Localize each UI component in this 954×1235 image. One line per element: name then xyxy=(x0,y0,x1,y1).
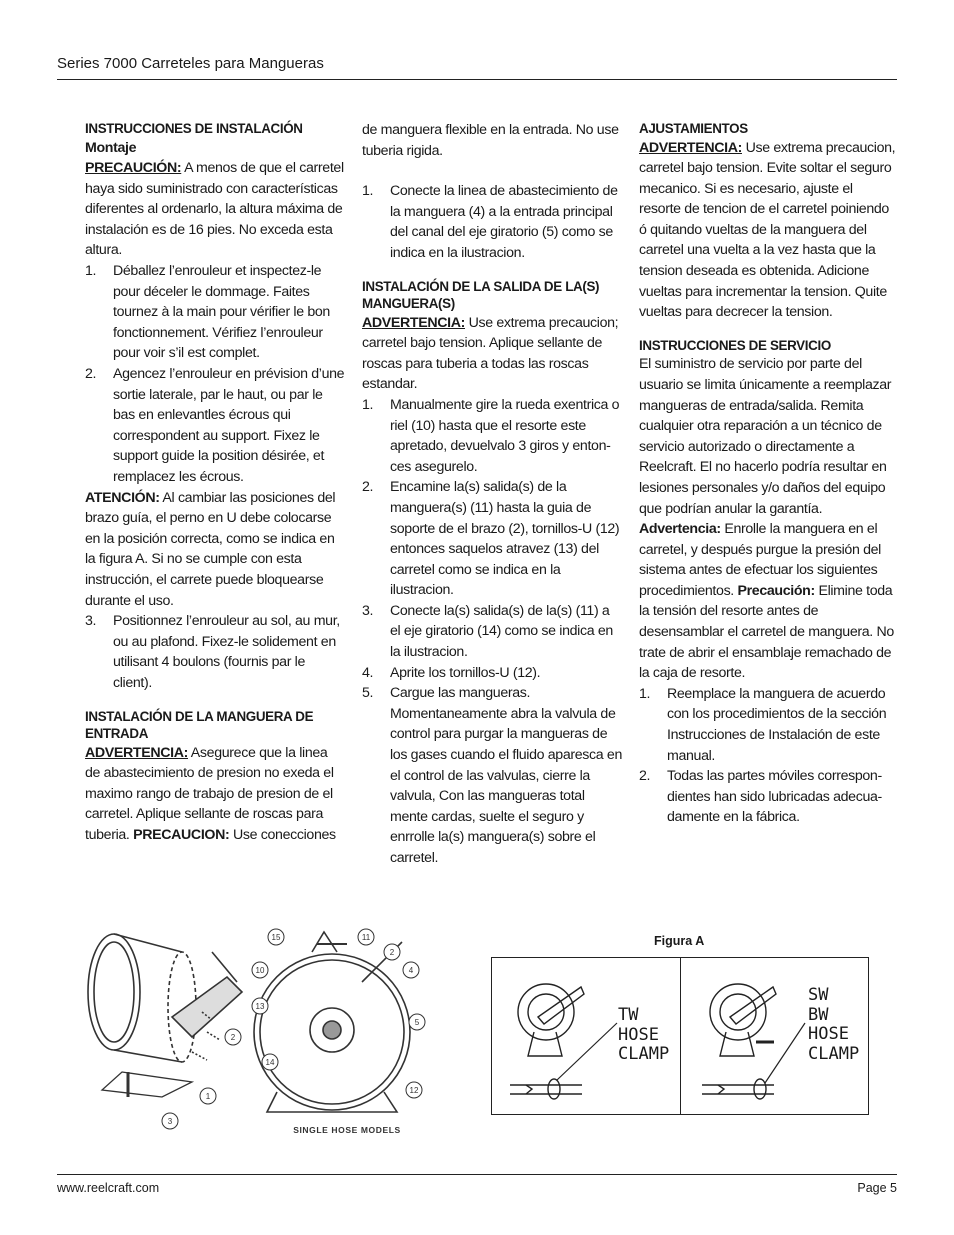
callout-3: 3 xyxy=(167,1117,173,1126)
list-number: 1. xyxy=(362,396,374,413)
list-number: 2. xyxy=(639,768,651,785)
list-item xyxy=(362,601,622,663)
list-number: 5. xyxy=(362,685,374,702)
warning-paragraph xyxy=(85,743,345,846)
caution-text: A menos de que el carretel haya sido suministrado con características diferentes al ordenarlo, la altura máxima de instalación es de 16 pies. No exceda esta altura. xyxy=(85,160,344,259)
callout-15: 15 xyxy=(271,933,281,942)
label-line: BW xyxy=(808,1004,829,1025)
service-warning-paragraph xyxy=(639,519,897,684)
continued-text: de manguera flexible en la entrada. No use tuberia rigida. xyxy=(362,122,619,159)
attention-label: ATENCIÓN: xyxy=(85,489,160,506)
callout-14: 14 xyxy=(265,1058,275,1067)
list-number: 3. xyxy=(85,613,97,630)
label-line: HOSE xyxy=(808,1024,849,1044)
sw-bw-leader-line xyxy=(760,1013,810,1088)
callout-5: 5 xyxy=(414,1018,420,1027)
list-text: Todas las partes móviles correspondientes han sido lubricadas adecuadamente en la fábrica. xyxy=(667,768,883,826)
list-item xyxy=(362,683,622,868)
list-item xyxy=(639,766,897,828)
tw-hose-clamp-label xyxy=(618,1006,669,1065)
callout-1: 1 xyxy=(205,1092,211,1101)
list-text: Conecte la linea de abastecimiento de la manguera (4) a la entrada principal del canal del eje giratorio (5) como se indica en la ilustracion. xyxy=(390,183,618,261)
column-1 xyxy=(85,120,345,846)
figure-a-divider xyxy=(680,958,681,1114)
section-heading-installation: INSTRUCCIONES DE INSTALACIÓN xyxy=(85,121,303,136)
list-item xyxy=(85,364,345,488)
header-rule xyxy=(57,79,897,80)
list-number: 2. xyxy=(85,366,97,383)
section-heading-adjustments: AJUSTAMIENTOS xyxy=(639,121,748,136)
precaucion-label: PRECAUCION: xyxy=(133,826,230,843)
warning-text: Use extrema precaucion; carretel bajo tension. Aplique sellante de roscas para tuberia a todas las roscas estandar. xyxy=(362,314,619,393)
tw-leader-line xyxy=(552,1018,622,1088)
list-text: Positionnez l’enrouleur au sol, au mur, ou au plafond. Fixez-le solidement en utilisant 4 boulons (fournis par le client). xyxy=(113,613,340,691)
subheading-montaje: Montaje xyxy=(85,139,137,156)
warning-label: ADVERTENCIA: xyxy=(85,744,188,761)
prec-text: Elimine toda la tensión del resorte antes de desensamblar el carretel de manguera. No trate de abrir el ensamblaje remachado de la caja de resorte. xyxy=(639,582,894,682)
reel-illustration xyxy=(62,922,432,1142)
section-heading-service: INSTRUCCIONES DE SERVICIO xyxy=(639,337,831,353)
inlet-steps-list xyxy=(362,181,622,263)
illustration-caption: SINGLE HOSE MODELS xyxy=(293,1125,401,1135)
sw-bw-hose-clamp-label xyxy=(808,986,859,1064)
list-number: 1. xyxy=(85,263,97,280)
attention-paragraph xyxy=(85,488,345,612)
list-item xyxy=(85,261,345,364)
outlet-steps-list xyxy=(362,395,622,869)
warning-text: Asegurece que la linea de abastecimiento de presion no exeda el maximo rango de trabajo de presion de el carretel. Aplique sellante de roscas para tuberia. xyxy=(85,744,334,843)
callout-2: 2 xyxy=(389,948,395,957)
footer-rule xyxy=(57,1174,897,1175)
column-3 xyxy=(639,120,897,828)
figure-a-title: Figura A xyxy=(654,934,705,948)
precaucion-text: Use conecciones xyxy=(229,826,336,843)
prec-label: Precaución: xyxy=(737,582,815,599)
callout-10: 10 xyxy=(255,966,265,975)
list-text: Encamine la(s) salida(s) de la manguera(s) (11) hasta la guia de soporte de el brazo (2), tornillos-U (12) entonces saquelos atravez (13) del carretel como se indica en la ilustracion. xyxy=(390,479,620,599)
label-line: TW xyxy=(618,1005,639,1025)
install-steps-list-2 xyxy=(85,611,345,693)
section-heading-outlet-hose: INSTALACIÓN DE LA SALIDA DE LA(S) MANGUERA(S) xyxy=(362,278,600,312)
list-item xyxy=(362,395,622,477)
reel-drum-outer xyxy=(88,934,140,1050)
callout-11: 11 xyxy=(361,933,371,942)
caution-label: PRECAUCIÓN: xyxy=(85,160,182,177)
advert-label: Advertencia: xyxy=(639,521,721,538)
warning-paragraph xyxy=(639,138,897,323)
callout-2b: 2 xyxy=(230,1033,236,1042)
column-2 xyxy=(362,120,622,869)
warning-label: ADVERTENCIA: xyxy=(639,139,742,156)
warning-label: ADVERTENCIA: xyxy=(362,314,465,331)
label-line: CLAMP xyxy=(808,1043,860,1064)
footer-url: www.reelcraft.com xyxy=(57,1181,160,1195)
install-steps-list xyxy=(85,261,345,488)
advert-text: Enrolle la manguera en el carretel, y después purgue la presión del sistema antes de efectuar los siguientes procedimientos. xyxy=(639,521,881,599)
list-number: 4. xyxy=(362,664,374,681)
list-text: Conecte la(s) salida(s) de la(s) (11) a el eje giratorio (14) como se indica en la ilustracion. xyxy=(390,602,613,661)
list-item xyxy=(362,477,622,601)
label-line: SW xyxy=(808,985,829,1005)
list-text: Aprite los tornillos-U (12). xyxy=(390,664,541,681)
list-number: 1. xyxy=(362,183,374,200)
label-line: CLAMP xyxy=(618,1044,670,1064)
service-steps-list xyxy=(639,684,897,828)
list-number: 3. xyxy=(362,602,374,619)
callout-13: 13 xyxy=(255,1002,265,1011)
list-item xyxy=(362,181,622,263)
list-number: 2. xyxy=(362,479,374,496)
list-text: Cargue las mangueras. Momentaneamente abra la valvula de control para purgar la mangueras de los gases cuando el fluido aparesca en el control de las valvulas, cierre la valvula, Con las mangueras total mente cardas, suelte el seguro y enrrolle la(s) manguera(s) sobre el carretel. xyxy=(390,685,622,866)
warning-paragraph xyxy=(362,313,622,395)
list-item xyxy=(85,611,345,693)
label-line: HOSE xyxy=(618,1024,659,1045)
warning-text: Use extrema precaucion, carretel bajo tension. Evite soltar el seguro mecanico. Si es necesario, ajuste el resorte de tencion de el carretel poiniendo ó quitando vueltas de la manguera del carretel una vuelta a la vez hasta que la tension deseada es obtenida. Adicione vueltas para incrementar la tension. Quite vueltas para decrecer la tension. xyxy=(639,139,896,321)
attention-text: Al cambiar las posiciones del brazo guía, el perno en U debe colocarse en la posición correcta, como se indica en la figura A. Si no se cumple con esta instrucción, el carrete puede bloquearse durante el uso. xyxy=(85,489,336,609)
list-item xyxy=(362,663,622,684)
page-header-title: Series 7000 Carreteles para Mangueras xyxy=(57,55,324,72)
list-item xyxy=(639,684,897,766)
list-number: 1. xyxy=(639,685,651,702)
list-text: Reemplace la manguera de acuerdo con los procedimientos de la sección Instrucciones de Instalación de este manual. xyxy=(667,685,887,764)
caution-paragraph xyxy=(85,158,345,261)
callout-12: 12 xyxy=(409,1086,419,1095)
section-heading-inlet-hose: INSTALACIÓN DE LA MANGUERA DE ENTRADA xyxy=(85,708,314,742)
figure-a-box xyxy=(491,957,869,1115)
page-number: Page 5 xyxy=(857,1181,897,1195)
callout-4: 4 xyxy=(408,966,414,975)
list-text: Manualmente gire la rueda exentrica o riel (10) hasta que el resorte este apretado, devuelvalo 3 giros y entonces asegurelo. xyxy=(390,396,620,475)
service-paragraph: El suministro de servicio por parte del usuario se limita únicamente a reemplazar mangueras de entrada/salida. Remita cualquier otra reparación a un técnico de servicio autorizado o directamente a Reelcraft. El no hacerlo podría resultar en lesiones personales y/o daños del equipo que podrían anular la garantía. xyxy=(639,356,892,517)
list-text: Agencez l’enrouleur en prévision d’une sortie laterale, par le haut, ou par le bas en enlevantles écrous qui correspondent au support. Fixez le support guide la position désirée, et remplacez les écrous. xyxy=(113,366,345,485)
list-text: Déballez l’enrouleur et inspectez-le pour déceler le dommage. Faites tournez à la main pour vérifier le bon fonctionnement. Vérifiez l’enrouleur pour voir s’il est complet. xyxy=(113,263,330,362)
